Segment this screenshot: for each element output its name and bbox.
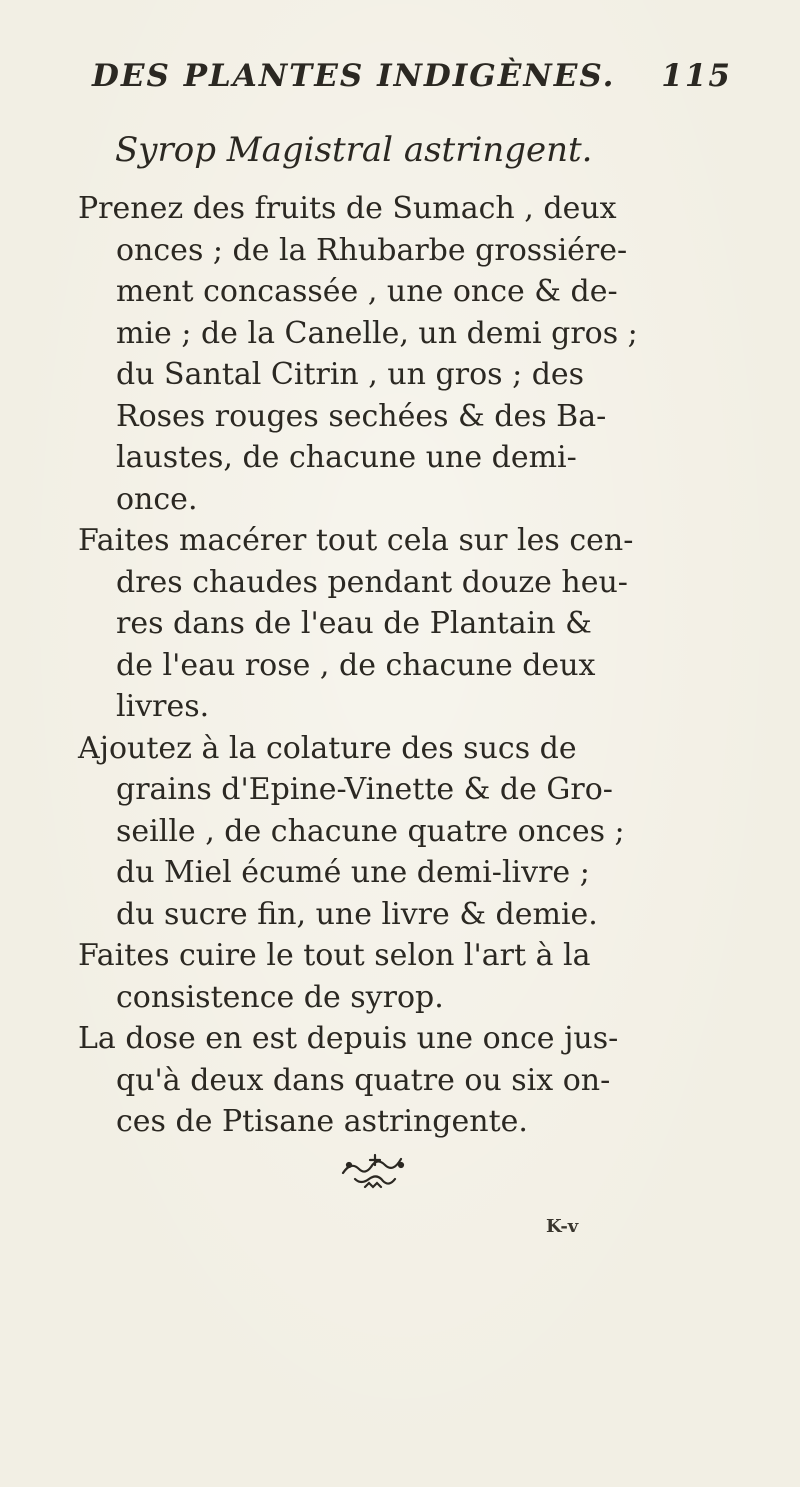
signature-mark: K-v	[546, 1216, 579, 1237]
text-line: qu'à deux dans quatre ou six on-	[116, 1062, 611, 1098]
text-line: livres.	[116, 689, 210, 724]
running-head-title: DES PLANTES INDIGÈNES.	[92, 58, 616, 94]
text-line: du Miel écumé une demi-livre ;	[116, 855, 590, 890]
text-line: consistence de syrop.	[116, 979, 444, 1015]
text-line: once.	[116, 481, 198, 517]
tailpiece-ornament-icon	[335, 1145, 415, 1195]
text-line: Prenez des fruits de Sumach , deux	[78, 191, 617, 226]
running-head	[92, 58, 732, 94]
text-line: seille , de chacune quatre onces ;	[116, 813, 625, 849]
text-line: dres chaudes pendant douze heu-	[116, 564, 628, 600]
text-line: de l'eau rose , de chacune deux	[116, 647, 596, 683]
text-line: laustes, de chacune une demi-	[116, 440, 577, 475]
text-line: du sucre fin, une livre & demie.	[116, 896, 598, 932]
text-line: La dose en est depuis une once jus-	[78, 1021, 619, 1056]
text-line: mie ; de la Canelle, un demi gros ;	[116, 315, 638, 351]
text-line: Faites macérer tout cela sur les cen-	[78, 523, 634, 558]
text-line: du Santal Citrin , un gros ; des	[116, 357, 585, 392]
recipe-body	[78, 188, 718, 1143]
recipe-title: Syrop Magistral astringent.	[115, 130, 593, 170]
text-line: Roses rouges sechées & des Ba-	[116, 398, 607, 434]
text-line: ment concassée , une once & de-	[116, 274, 618, 309]
text-line: grains d'Epine-Vinette & de Gro-	[116, 772, 613, 807]
text-line: Ajoutez à la colature des sucs de	[78, 730, 577, 766]
text-line: ces de Ptisane astringente.	[116, 1104, 528, 1139]
text-line: Faites cuire le tout selon l'art à la	[78, 938, 591, 973]
text-line: onces ; de la Rhubarbe grossiére-	[116, 232, 628, 268]
page-number: 115	[661, 58, 732, 94]
text-line: res dans de l'eau de Plantain &	[116, 606, 592, 641]
